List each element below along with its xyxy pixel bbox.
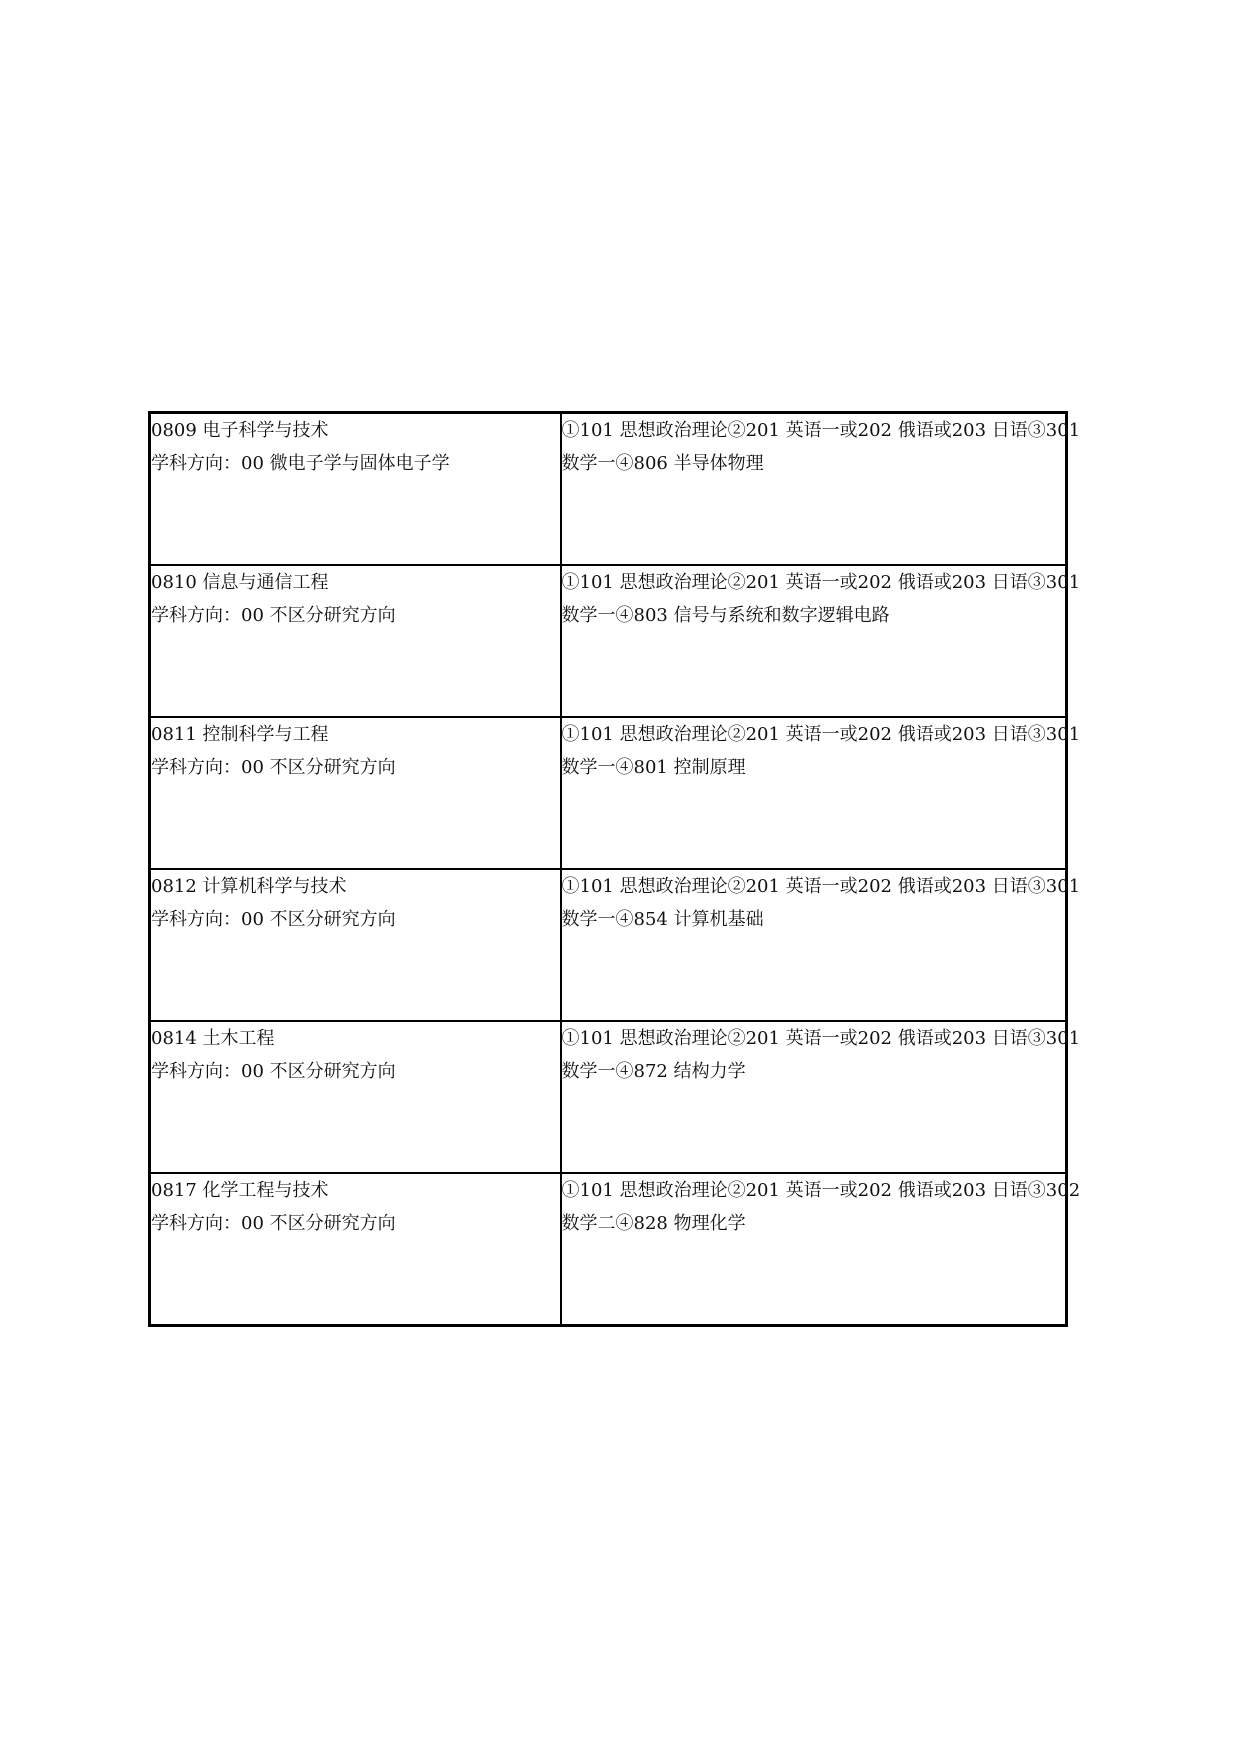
table-row (150, 565, 1067, 717)
exam-subjects-cell (561, 717, 1081, 869)
major-name: 0814 土木工程 (151, 1028, 275, 1049)
exam-subjects-line: 数学一④806 半导体物理 (561, 453, 764, 474)
major-name: 0809 电子科学与技术 (151, 420, 329, 441)
table-row (150, 869, 1067, 1021)
exam-subjects-cell (561, 1173, 1081, 1326)
major-cell (150, 869, 561, 1021)
exam-subjects-cell (561, 869, 1081, 1021)
exam-subjects-cell (561, 1021, 1081, 1173)
major-cell (150, 717, 561, 869)
exam-subjects-line: ①101 思想政治理论②201 英语一或202 俄语或203 日语③302 (561, 1180, 1081, 1201)
major-direction: 学科方向：00 不区分研究方向 (151, 909, 396, 930)
table-row (150, 1173, 1067, 1326)
exam-subjects-table (148, 411, 1081, 1327)
major-cell (150, 1021, 561, 1173)
major-cell (150, 413, 561, 566)
exam-subjects-line: 数学一④803 信号与系统和数字逻辑电路 (561, 605, 890, 626)
major-cell (150, 565, 561, 717)
major-name: 0810 信息与通信工程 (151, 572, 329, 593)
exam-subjects-line: ①101 思想政治理论②201 英语一或202 俄语或203 日语③301 (561, 724, 1081, 745)
table-row (150, 1021, 1067, 1173)
exam-subjects-line: 数学一④854 计算机基础 (561, 909, 764, 930)
exam-subjects-line: ①101 思想政治理论②201 英语一或202 俄语或203 日语③301 (561, 876, 1081, 897)
major-direction: 学科方向：00 不区分研究方向 (151, 1213, 396, 1234)
major-direction: 学科方向：00 不区分研究方向 (151, 1061, 396, 1082)
exam-subjects-line: ①101 思想政治理论②201 英语一或202 俄语或203 日语③301 (561, 572, 1081, 593)
major-name: 0812 计算机科学与技术 (151, 876, 347, 897)
exam-subjects-line: ①101 思想政治理论②201 英语一或202 俄语或203 日语③301 (561, 1028, 1081, 1049)
major-name: 0817 化学工程与技术 (151, 1180, 329, 1201)
major-direction: 学科方向：00 微电子学与固体电子学 (151, 453, 450, 474)
exam-subjects-line: 数学一④872 结构力学 (561, 1061, 746, 1082)
major-cell (150, 1173, 561, 1326)
major-direction: 学科方向：00 不区分研究方向 (151, 757, 396, 778)
exam-subjects-line: 数学一④801 控制原理 (561, 757, 746, 778)
exam-subjects-line: 数学二④828 物理化学 (561, 1213, 746, 1234)
table-row (150, 717, 1067, 869)
exam-subjects-cell (561, 413, 1081, 566)
table-row (150, 413, 1067, 566)
exam-subjects-line: ①101 思想政治理论②201 英语一或202 俄语或203 日语③301 (561, 420, 1081, 441)
major-name: 0811 控制科学与工程 (151, 724, 329, 745)
exam-subjects-cell (561, 565, 1081, 717)
major-direction: 学科方向：00 不区分研究方向 (151, 605, 396, 626)
